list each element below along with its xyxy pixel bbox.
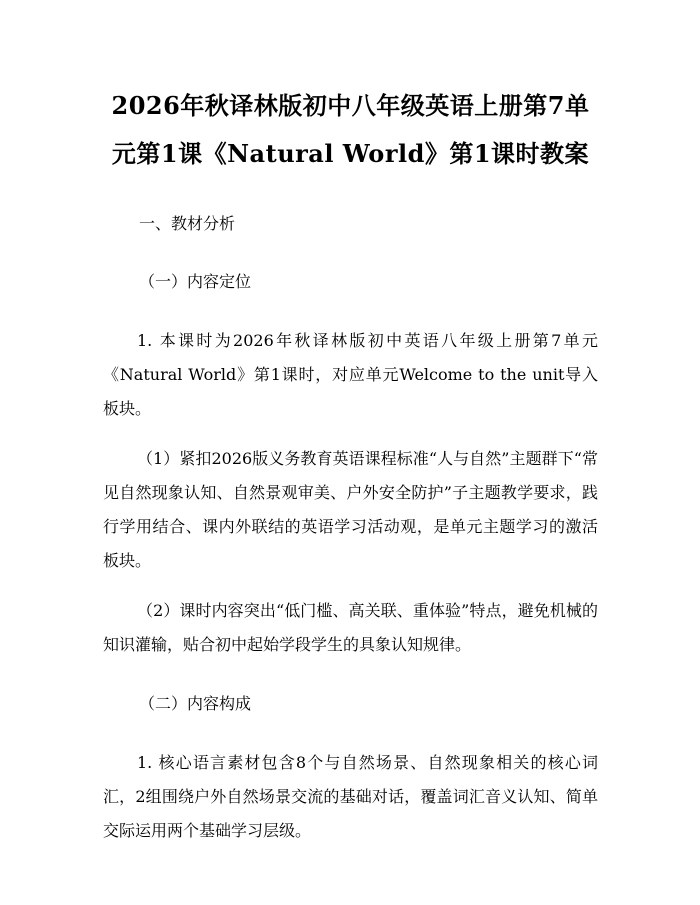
paragraph-curriculum-standard: （1）紧扣2026版义务教育英语课程标准“人与自然”主题群下“常见自然现象认知、自然景观审美、户外安全防护”子主题教学要求，践行学用结合、课内外联结的英语学习活动观，是单元主题学习的激活板块。 (103, 449, 598, 570)
subsection-heading-content-composition: （二）内容构成 (139, 694, 252, 713)
subsection-heading-content-positioning: （一）内容定位 (139, 272, 252, 291)
section-heading-textbook-analysis: 一、教材分析 (139, 214, 236, 233)
paragraph-core-materials: 1. 核心语言素材包含8个与自然场景、自然现象相关的核心词汇，2组围绕户外自然场景交流的基础对话，覆盖词汇音义认知、简单交际运用两个基础学习层级。 (103, 753, 598, 840)
paragraph-lesson-features: （2）课时内容突出“低门槛、高关联、重体验”特点，避免机械的知识灌输，贴合初中起始学段学生的具象认知规律。 (103, 601, 598, 654)
document-title: 2026年秋译林版初中八年级英语上册第7单元第1课《Natural World》第1课时教案 (111, 91, 590, 168)
paragraph-lesson-overview: 1. 本课时为2026年秋译林版初中英语八年级上册第7单元《Natural World》第1课时，对应单元Welcome to the unit导入板块。 (103, 331, 598, 418)
